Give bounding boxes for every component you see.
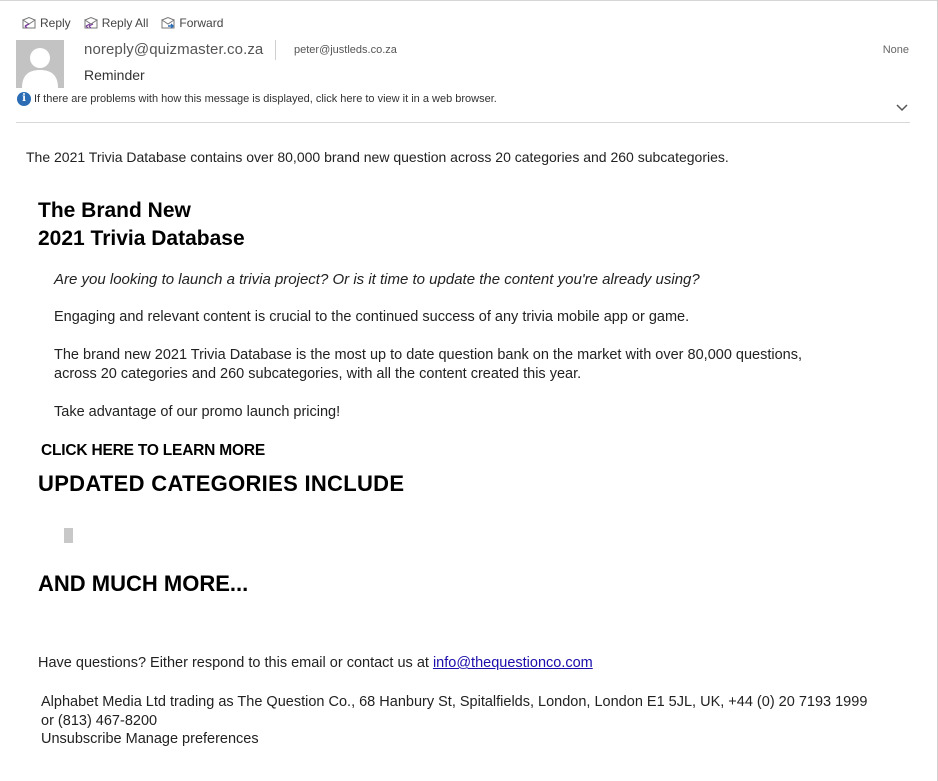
body-paragraph-2: The brand new 2021 Trivia Database is the most up to date question bank on the market with over 80,000 questions, across 20 categories and 260 subcategories, with all the content created this year. bbox=[54, 347, 803, 382]
message-subject: Reminder bbox=[84, 67, 145, 83]
reply-all-icon bbox=[83, 16, 99, 30]
sender-avatar bbox=[16, 40, 64, 88]
contact-email-link[interactable]: info@thequestionco.com bbox=[432, 655, 593, 671]
infobar-text: If there are problems with how this message is displayed, click here to view it in a web browser. bbox=[34, 93, 497, 105]
body-paragraph-1: Engaging and relevant content is crucial to the continued success of any trivia mobile app or game. bbox=[54, 309, 690, 325]
body-paragraph-3: Take advantage of our promo launch pricing! bbox=[54, 404, 341, 420]
contact-line bbox=[38, 655, 593, 671]
display-problem-infobar[interactable] bbox=[17, 92, 497, 106]
email-headline bbox=[38, 197, 245, 253]
forward-label: Forward bbox=[179, 16, 224, 30]
reply-icon bbox=[21, 16, 37, 30]
headline-line-1: The Brand New bbox=[38, 199, 191, 222]
sender-address[interactable]: noreply@quizmaster.co.za bbox=[84, 41, 264, 58]
message-actions-toolbar bbox=[18, 12, 226, 34]
forward-button[interactable] bbox=[157, 14, 226, 32]
info-icon: i bbox=[17, 92, 31, 106]
user-silhouette-icon bbox=[16, 40, 64, 88]
learn-more-link[interactable]: CLICK HERE TO LEARN MORE bbox=[41, 442, 265, 459]
reply-all-button[interactable] bbox=[80, 14, 152, 32]
chevron-down-icon bbox=[895, 101, 909, 115]
much-more-heading: AND MUCH MORE... bbox=[38, 571, 249, 596]
footer-links bbox=[41, 731, 259, 747]
reply-button[interactable] bbox=[18, 14, 74, 32]
expand-header-button[interactable] bbox=[895, 101, 909, 115]
header-divider bbox=[16, 122, 910, 123]
unsubscribe-link[interactable]: Unsubscribe bbox=[41, 731, 122, 747]
reply-label: Reply bbox=[40, 16, 71, 30]
top-border bbox=[0, 0, 938, 1]
reply-all-label: Reply All bbox=[101, 16, 149, 30]
forward-icon bbox=[160, 16, 176, 30]
categories-heading: UPDATED CATEGORIES INCLUDE bbox=[38, 471, 405, 496]
preheader-text: The 2021 Trivia Database contains over 80,000 brand new question across 20 categories and 260 subcategories. bbox=[26, 149, 729, 165]
broken-image-placeholder bbox=[64, 528, 73, 543]
recipient-address[interactable]: peter@justleds.co.za bbox=[294, 44, 397, 56]
manage-preferences-link[interactable]: Manage preferences bbox=[125, 731, 259, 747]
message-date: None bbox=[882, 44, 909, 56]
headline-line-2: 2021 Trivia Database bbox=[38, 227, 245, 250]
lead-question: Are you looking to launch a trivia project? Or is it time to update the content you're already using? bbox=[54, 271, 700, 288]
header-separator bbox=[275, 40, 276, 60]
contact-text: Have questions? Either respond to this email or contact us at bbox=[38, 655, 433, 671]
footer-address: Alphabet Media Ltd trading as The Question Co., 68 Hanbury St, Spitalfields, London, London E1 5JL, UK, +44 (0) 20 7193 1999 or (813) 467-8200 bbox=[41, 694, 868, 729]
